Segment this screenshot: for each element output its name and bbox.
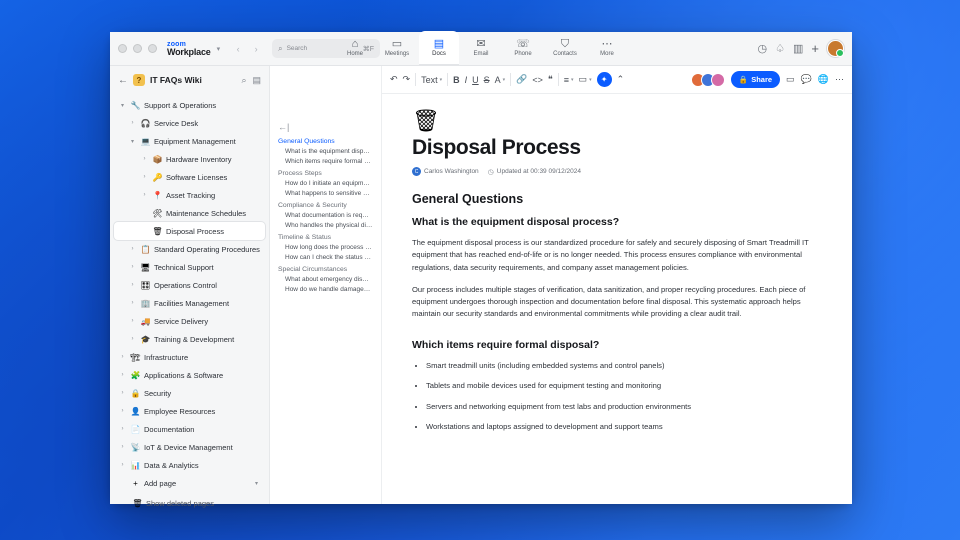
maximize-button[interactable] [148, 44, 157, 53]
list-item: • Servers and networking equipment from test labs and production environments [426, 401, 812, 412]
chevron-down-icon[interactable]: ▾ [130, 138, 134, 145]
plus-icon: + [133, 478, 138, 488]
undo-icon[interactable]: ↶ [390, 74, 398, 84]
toolbar-divider [415, 73, 416, 86]
sidebar-item-label: Standard Operating Procedures [154, 244, 260, 254]
sidebar-tree[interactable] [110, 94, 269, 492]
question-heading-2: Which items require formal disposal? [412, 338, 600, 351]
nav-email-label: Email [473, 51, 489, 57]
toolbar-divider [510, 73, 511, 86]
top-navigation[interactable] [335, 32, 627, 65]
sidebar-item-label: Technical Support [154, 262, 214, 272]
search-icon: ⌕ [278, 43, 283, 53]
outline-heading-compliance-security[interactable]: Compliance & Security [278, 202, 347, 209]
search-shortcut: ⌘F [362, 45, 375, 53]
outline-heading-special-circumstances[interactable]: Special Circumstances [278, 266, 348, 273]
add-page-label: Add page [144, 478, 177, 488]
contacts-icon: ⛉ [560, 38, 570, 50]
nav-more[interactable] [587, 31, 627, 65]
window-body [110, 66, 852, 508]
sidebar-item-label: Hardware Inventory [166, 154, 232, 164]
sidebar-item-operations-control[interactable] [114, 276, 265, 294]
chevron-down-icon: ▾ [502, 76, 506, 83]
chevron-right-icon[interactable]: › [131, 264, 134, 270]
more-icon[interactable]: ⋯ [835, 74, 844, 84]
updated-info [488, 168, 581, 176]
home-icon: ⌂ [351, 38, 359, 50]
outline-item[interactable]: Who handles the physical di… [285, 222, 373, 229]
share-button[interactable] [731, 71, 780, 88]
building-icon: 🏢 [140, 298, 151, 308]
nav-contacts[interactable] [545, 31, 585, 65]
sidebar-item-label: Service Delivery [154, 316, 209, 326]
workplace-label: Workplace [167, 46, 211, 57]
sidebar [110, 66, 270, 508]
sidebar-item-label: IoT & Device Management [144, 442, 233, 452]
sidebar-item-disposal-process[interactable] [114, 222, 265, 240]
document-icon: 📄 [130, 424, 141, 434]
sidebar-item-software-licenses[interactable] [114, 168, 265, 186]
sidebar-item-infrastructure[interactable] [114, 348, 265, 366]
wrench-icon: 🔧 [130, 100, 141, 110]
title-bar [110, 32, 852, 66]
sidebar-item-label: Training & Development [154, 334, 235, 344]
graduation-cap-icon: 🎓 [140, 334, 151, 344]
editor-toolbar[interactable] [382, 66, 852, 94]
sidebar-item-label: Software Licenses [166, 172, 228, 182]
chevron-right-icon[interactable]: › [121, 372, 124, 378]
sidebar-item-applications-software[interactable] [114, 366, 265, 384]
quote-icon[interactable]: ❝ [547, 74, 553, 84]
chevron-down-icon[interactable]: ▾ [254, 480, 258, 487]
app-window [110, 32, 852, 508]
minimize-button[interactable] [133, 44, 142, 53]
window-controls[interactable] [118, 44, 157, 53]
chevron-right-icon[interactable]: › [143, 192, 146, 198]
sidebar-item-equipment-management[interactable] [114, 132, 265, 150]
author-name: Carlos Washington [424, 168, 479, 175]
trash-icon: 🗑 [132, 498, 143, 508]
chevron-down-icon: ▾ [571, 76, 574, 83]
outline-item[interactable]: What happens to sensitive … [285, 190, 370, 197]
sidebar-item-technical-support[interactable] [114, 258, 265, 276]
chevron-right-icon[interactable]: › [121, 390, 124, 396]
sidebar-item-label: Infrastructure [144, 352, 189, 362]
panel-icon[interactable]: ▥ [793, 43, 804, 55]
chevron-right-icon[interactable]: › [131, 318, 134, 324]
updated-timestamp: Updated at 00:39 09/12/2024 [496, 168, 582, 175]
outline-heading-process-steps[interactable]: Process Steps [278, 170, 322, 177]
search-icon[interactable]: ⌕ [241, 74, 247, 85]
nav-arrows[interactable] [230, 41, 264, 57]
clipboard-icon: 📋 [140, 244, 151, 254]
antenna-icon: 📡 [130, 442, 141, 452]
outline-item[interactable]: Which items require formal … [285, 158, 371, 165]
italic-button[interactable]: I [464, 74, 468, 85]
author-info [412, 167, 479, 176]
zoom-logo: zoom [167, 40, 187, 48]
phone-icon: ☏ [516, 38, 530, 50]
sidebar-item-label: Asset Tracking [166, 190, 216, 200]
nav-home[interactable] [335, 31, 375, 65]
sidebar-item-label: Maintenance Schedules [166, 208, 247, 218]
sidebar-item-label: Employee Resources [144, 406, 216, 416]
construction-icon: 🏗 [130, 352, 141, 362]
puzzle-icon: 🧩 [130, 370, 141, 380]
chevron-right-icon[interactable]: › [131, 300, 134, 306]
sidebar-item-label: Service Desk [154, 118, 199, 128]
text-style-label: Text [421, 74, 438, 85]
text-color-label: A [494, 74, 501, 85]
nav-docs-label: Docs [432, 51, 446, 57]
docs-icon: ▤ [433, 38, 445, 50]
sidebar-item-standard-operating-procedures[interactable] [114, 240, 265, 258]
chevron-down-icon[interactable]: ▾ [120, 102, 124, 109]
clock-icon[interactable]: ◷ [757, 43, 768, 55]
monitor-icon: 🖥 [140, 262, 151, 272]
nav-docs[interactable] [419, 31, 459, 65]
bell-icon[interactable]: ♤ [775, 43, 785, 55]
control-panel-icon: 🎛 [140, 280, 151, 290]
text-style-dropdown[interactable] [421, 75, 442, 85]
paragraph-1: The equipment disposal process is our standardized procedure for safely and securely disposing of Smart Treadmill IT equipment that has reached end-of-life or is no longer needed. This process ensures compliance with environmental regulations, data security requirements, and company asset management policies. [412, 238, 809, 272]
sidebar-footer [110, 492, 269, 520]
chevron-down-icon: ▾ [439, 76, 443, 83]
lock-icon: 🔒 [130, 388, 141, 398]
nav-phone-label: Phone [514, 51, 532, 57]
sidebar-item-label: Applications & Software [144, 370, 224, 380]
sidebar-item-label: Support & Operations [144, 100, 217, 110]
chevron-right-icon[interactable]: › [131, 282, 134, 288]
chevron-right-icon[interactable]: › [131, 246, 134, 252]
outline-item[interactable]: How long does the process … [285, 244, 372, 251]
add-page-button[interactable] [114, 474, 265, 492]
section-heading: General Questions [412, 192, 524, 206]
avatar: C [412, 167, 421, 176]
list-item: • Workstations and laptops assigned to development and support teams [426, 421, 812, 432]
forward-arrow-icon[interactable]: › [254, 43, 258, 54]
laptop-icon: 💻 [140, 136, 151, 146]
ai-sparkle-icon[interactable]: ✦ [597, 72, 612, 87]
outline-item[interactable]: How can I check the status … [285, 254, 371, 261]
sidebar-item-label: Data & Analytics [144, 460, 199, 470]
sidebar-item-facilities-management[interactable] [114, 294, 265, 312]
chevron-right-icon[interactable]: › [121, 444, 124, 450]
collaborator-avatars[interactable] [691, 73, 725, 87]
nav-home-label: Home [346, 51, 363, 57]
chevron-right-icon[interactable]: › [131, 336, 134, 342]
outline-heading-general-questions[interactable]: General Questions [278, 138, 335, 145]
list-icon[interactable]: ≡ ▾ [563, 74, 574, 85]
comment-icon[interactable]: 💬 [800, 74, 812, 84]
sidebar-item-training-development[interactable] [114, 330, 265, 348]
sidebar-item-label: Facilities Management [154, 298, 230, 308]
show-deleted-pages-label: Show deleted pages [146, 498, 214, 508]
toolbar-divider [558, 73, 559, 86]
outline-item[interactable]: How do I initiate an equipm… [285, 180, 370, 187]
wastebasket-icon: 🗑 [152, 226, 163, 236]
redo-icon[interactable]: ↷ [402, 74, 411, 84]
toolbar-right [691, 71, 844, 88]
truck-icon: 🚚 [140, 316, 151, 326]
search-placeholder: Search [286, 44, 308, 52]
person-icon: 👤 [130, 406, 141, 416]
nav-email[interactable] [461, 31, 501, 65]
document-content[interactable] [382, 94, 852, 504]
nav-meetings-label: Meetings [384, 51, 410, 57]
strikethrough-button[interactable]: S [483, 74, 490, 85]
document-outline[interactable] [270, 66, 382, 504]
list-item: • Tablets and mobile devices used for equipment testing and monitoring [426, 380, 812, 391]
sidebar-item-label: Documentation [144, 424, 195, 434]
outline-item[interactable]: What about emergency dis… [285, 276, 369, 283]
document-pane [382, 66, 852, 504]
video-icon[interactable]: ▭ [786, 74, 795, 84]
pin-icon: 📍 [152, 190, 163, 200]
chevron-right-icon[interactable]: › [121, 462, 124, 468]
sidebar-item-asset-tracking[interactable] [114, 186, 265, 204]
close-button[interactable] [118, 44, 127, 53]
sidebar-item-iot-device-management[interactable] [114, 438, 265, 456]
wiki-title: IT FAQs Wiki [150, 75, 202, 85]
chevron-up-icon[interactable]: ⌃ [616, 74, 625, 84]
sidebar-header-actions[interactable] [241, 75, 261, 86]
sidebar-item-data-analytics[interactable] [114, 456, 265, 474]
question-heading-1: What is the equipment disposal process? [412, 216, 620, 228]
share-lock-icon: 🔒 [738, 75, 749, 84]
chevron-right-icon[interactable]: › [121, 354, 124, 360]
sidebar-item-hardware-inventory[interactable] [114, 150, 265, 168]
chevron-right-icon[interactable]: › [143, 174, 146, 180]
paragraph-2: Our process includes multiple stages of verification, data sanitization, and proper recycling procedures. Each piece of equipment undergoes thorough inspection and documentation before final disposal. This systematic approach helps maintain our security standards and environmental commitments while providing a clear audit trail. [412, 284, 806, 319]
box-icon: 📦 [152, 154, 163, 164]
sidebar-item-security[interactable] [114, 384, 265, 402]
video-camera-icon: ▭ [391, 38, 403, 50]
headset-icon: 🎧 [140, 118, 151, 128]
back-arrow-icon[interactable]: ‹ [236, 43, 240, 54]
panel-toggle-icon[interactable]: ▤ [252, 74, 261, 85]
chevron-right-icon[interactable]: › [143, 156, 146, 162]
sidebar-item-label: Disposal Process [166, 226, 224, 236]
underline-button[interactable]: U [472, 74, 479, 85]
link-icon[interactable]: 🔗 [516, 74, 528, 84]
highlight-icon[interactable]: ▭ ▾ [578, 74, 592, 84]
toolbar-divider [447, 73, 448, 86]
nav-contacts-label: Contacts [553, 51, 577, 57]
nav-meetings[interactable] [377, 31, 417, 65]
key-icon: 🔑 [152, 172, 163, 182]
wastebasket-icon: 🗑 [412, 108, 440, 133]
clock-icon: ◷ [487, 168, 494, 176]
nav-more-label: More [600, 51, 614, 57]
sidebar-item-maintenance-schedules[interactable] [114, 204, 265, 222]
chevron-right-icon[interactable]: › [131, 120, 134, 126]
sidebar-item-label: Operations Control [154, 280, 217, 290]
sidebar-item-label: Equipment Management [154, 136, 236, 146]
envelope-icon: ✉ [476, 38, 486, 50]
disposal-items-list [412, 360, 812, 433]
page-title: Disposal Process [412, 136, 581, 159]
outline-item[interactable]: What documentation is req… [285, 212, 369, 219]
chevron-right-icon[interactable]: › [121, 408, 124, 414]
plus-icon[interactable]: + [811, 41, 819, 56]
collaborator-avatar[interactable] [711, 73, 725, 87]
sidebar-item-documentation[interactable] [114, 420, 265, 438]
chevron-right-icon[interactable]: › [121, 426, 124, 432]
sidebar-item-label: Security [144, 388, 172, 398]
document-meta [412, 167, 812, 176]
sidebar-item-service-desk[interactable] [114, 114, 265, 132]
title-bar-right [758, 40, 844, 57]
more-grid-icon: ⋯ [601, 38, 613, 50]
sidebar-header [110, 66, 269, 94]
sidebar-item-service-delivery[interactable] [114, 312, 265, 330]
list-item: • Smart treadmill units (including embedded systems and control panels) [426, 360, 812, 371]
back-arrow-icon[interactable]: ← [118, 74, 128, 86]
globe-icon[interactable]: 🌐 [817, 74, 829, 84]
chart-icon: 📊 [130, 460, 141, 470]
chevron-down-icon: ▾ [589, 76, 592, 83]
avatar[interactable] [827, 40, 844, 57]
tools-icon: 🛠 [152, 208, 163, 218]
collapse-left-icon[interactable]: ←| [278, 122, 290, 132]
sidebar-item-support-operations[interactable] [114, 96, 265, 114]
bold-button[interactable]: B [453, 74, 460, 85]
show-deleted-pages-button[interactable] [116, 494, 263, 512]
code-icon[interactable]: <> [532, 74, 543, 85]
text-color-button[interactable] [495, 75, 506, 85]
question-mark-icon: ? [133, 74, 145, 86]
chevron-down-icon[interactable]: ▾ [216, 45, 221, 53]
outline-item[interactable]: What is the equipment disp… [285, 148, 370, 155]
share-label: Share [751, 75, 773, 84]
sidebar-item-employee-resources[interactable] [114, 402, 265, 420]
outline-heading-timeline-status[interactable]: Timeline & Status [278, 234, 332, 241]
outline-item[interactable]: How do we handle damage… [285, 286, 371, 293]
nav-phone[interactable] [503, 31, 543, 65]
app-brand [167, 41, 211, 57]
